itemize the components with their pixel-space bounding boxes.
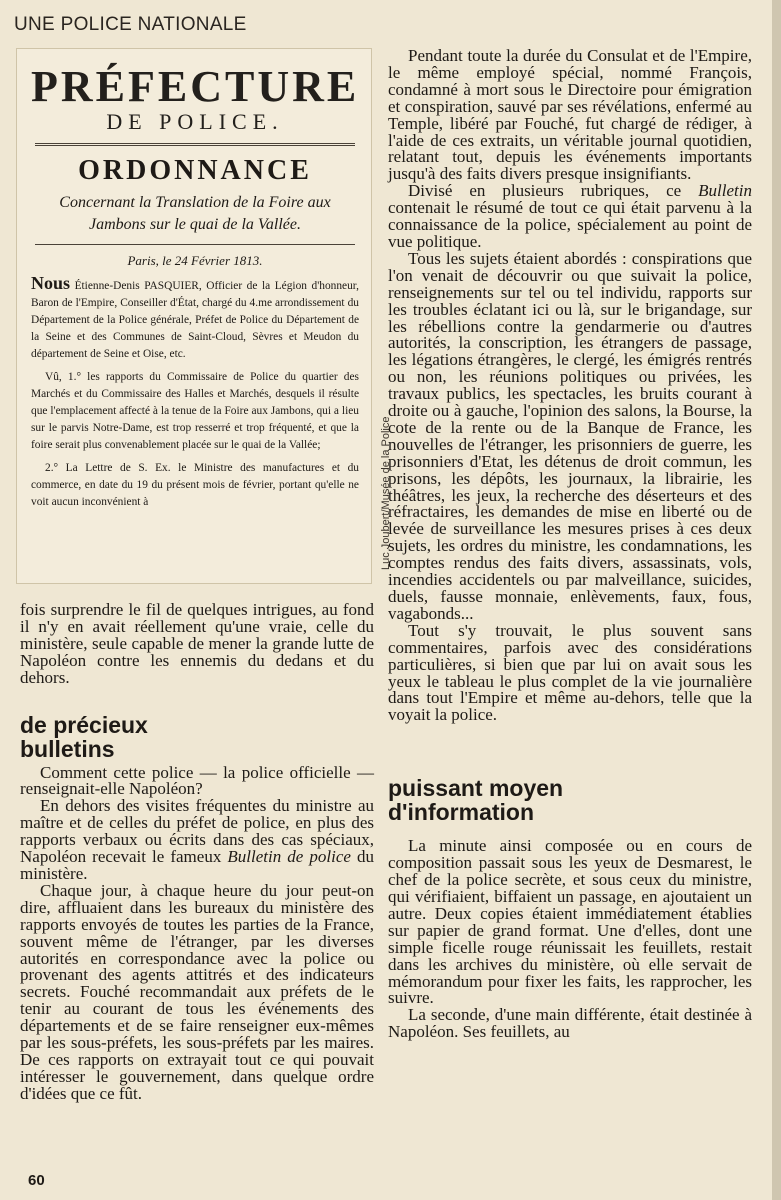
ordinance-subtitle: DE POLICE. — [106, 109, 284, 134]
ordinance-image — [16, 48, 372, 584]
ordinance-paragraph: 2.° La Lettre de S. Ex. le Ministre des manufactures et du commerce, en date du 19 du présent mois de février, portant qu'elle ne voit aucun inconvénient à — [31, 462, 359, 508]
paragraph: Comment cette police — la police officielle — renseignait-elle Napoléon? — [20, 762, 374, 799]
section-heading — [388, 776, 752, 824]
section-heading — [20, 713, 374, 761]
text-run: En dehors des visites fréquentes du ministre au maître et de celles du préfet de police, en plus des rapports verbaux ou écrits dans des cas spéciaux, Napoléon recevait le fameux — [20, 796, 374, 867]
paragraph: La minute ainsi composée ou en cours de composition passait sous les yeux de Desmarest, le chef de la police secrète, et sous ceux du ministre, qui vérifiaient, biffaient un passage, en ajoutaient un autre. Deux copies étaient immédiatement établies sur papier de grand format. Une d'elles, dont une simple ficelle rouge réunissait les feuillets, restait dans les archives du ministère, où elle servait de mémorandum pour fixer les faits, les rapprocher, les suivre. — [388, 836, 752, 1008]
page-edge — [772, 0, 781, 1200]
paragraph: Chaque jour, à chaque heure du jour peut-on dire, affluaient dans les bureaux du ministère des rapports envoyés de toutes les parties de la France, souvent même de l'étranger, par les diverses autorités en correspondance avec la police ou provenant des agents attitrés et des indicateurs secrets. Fouché recommandait aux préfets de le tenir au courant de tous les événements des départements et de se faire renseigner eux-mêmes par les sous-préfets, les sous-préfets par les maires. De ces rapports on extrayait tout ce qui pouvait intéresser le gouvernement, dans quelque ordre d'idées que ce fût. — [20, 880, 374, 1103]
text-run: du ministère. — [20, 847, 375, 883]
left-column — [20, 602, 374, 1103]
ordinance-lead: Nous — [31, 273, 71, 293]
ordinance-heading: ORDONNANCE — [78, 155, 312, 186]
ordinance-text: Étienne-Denis PASQUIER, Officier de la Légion d'honneur, Baron de l'Empire, Conseiller d'État, chargé du 4.me arrondissement du Département de la Police générale, Préfet de Police du Département de la Seine et des Communes de Saint-Cloud, Sèvres et Meudon du département de Seine et Oise, etc. — [31, 280, 359, 360]
section-heading-line: puissant moyen — [388, 775, 564, 802]
paragraph: Pendant toute la durée du Consulat et de l'Empire, le même employé spécial, nommé François, condamné à mort sous le Directoire pour émigration et conspiration, sauvé par ses révélations, enfermé au Temple, libéré par Fouché, fut chargé de rédiger, à l'aide de ces extraits, un véritable journal quotidien, relatant tout, depuis les événements importants jusqu'à des faits divers presque insignifiants. — [388, 46, 752, 184]
italic-title: Bulletin — [698, 181, 752, 201]
text-run: Divisé en plusieurs rubriques, ce — [408, 181, 699, 201]
ordinance-paragraph — [31, 275, 359, 363]
ordinance-paragraph: Vû, 1.° les rapports du Commissaire de Police du quartier des Marchés et du Commissaire des Halles et Marchés, desquels il résulte que l'emplacement affecté à la tenue de la Foire aux Jambons, qui a lieu sur le parvis Notre-Dame, est trop resserré et trop fréquenté, et que la foire serait plus convenablement placée sur le quai de la Vallée; — [31, 371, 359, 451]
ordinance-divider — [35, 143, 355, 146]
paragraph: Tous les sujets étaient abordés : conspirations que l'on venait de découvrir ou que suivait la police, renseignements sur tel ou tel individu, rapports sur les troubles éclatant ici ou là, sur le brigandage, sur les rébellions contre la gendarmerie ou d'autres autorités, la conscription, les étrangers de passage, les légations étrangères, le clergé, les émigrés rentrés ou non, les réunions politiques ou privées, les travaux publics, les spectacles, les bruits courant à droite ou à gauche, l'opinion des salons, la Bourse, la cote de la rente ou de la Banque de France, les nouvelles de l'étranger, les prisonniers de guerre, les prisonniers d'Etat, les détenus de droit commun, les prisons, les dépôts, les journaux, la librairie, les théâtres, les jeux, la recherche des déserteurs et des réfractaires, les demandes de mise en liberté ou de levée de surveillance les mesures prises à ces deux sujets, les ordres du ministre, les condamnations, les comptes rendus des faits divers, assassinats, vols, incendies accidentels ou par malveillance, suicides, duels, fausse monnaie, enlèvements, faux, fous, vagabonds... — [388, 248, 752, 623]
ordinance-date: Paris, le 24 Février 1813. — [127, 253, 263, 268]
section-heading-line: d'information — [388, 799, 535, 826]
right-column — [388, 48, 752, 1041]
ordinance-concerning: Concernant la Translation de la Foire aux Jambons sur le quai de la Vallée. — [59, 194, 331, 233]
paragraph: Tout s'y trouvait, le plus souvent sans commentaires, parfois avec des considérations particulières, si bien que par lui on avait sous les yeux le tableau le plus complet de la vie journalière dans tout l'Empire et même au-dehors, telle que la voyait la police. — [388, 620, 752, 725]
photo-credit: Luc Joubert/Musée de la Police — [380, 416, 392, 570]
page-number: 60 — [28, 1172, 45, 1189]
section-heading-line: bulletins — [20, 735, 115, 762]
italic-title: Bulletin de police — [227, 847, 351, 867]
paragraph: La seconde, d'une main différente, était destinée à Napoléon. Ses feuillets, au — [388, 1005, 752, 1042]
paragraph: fois surprendre le fil de quelques intrigues, au fond il n'y en avait réellement qu'une vraie, celle du ministère, seule capable de mener la grande lutte de Napoléon contre les ennemis du dedans et du dehors. — [20, 600, 374, 687]
paragraph — [388, 183, 752, 251]
section-heading-line: de précieux — [20, 711, 148, 738]
ordinance-body — [31, 275, 359, 511]
paragraph — [20, 798, 374, 883]
text-run: contenait le résumé de tout ce qui était parvenu à la connaissance de la police, spécialement au point de vue politique. — [388, 198, 752, 251]
ordinance-title: PRÉFECTURE — [31, 62, 360, 111]
ordinance-divider-2 — [35, 244, 355, 245]
running-head: UNE POLICE NATIONALE — [14, 14, 247, 35]
